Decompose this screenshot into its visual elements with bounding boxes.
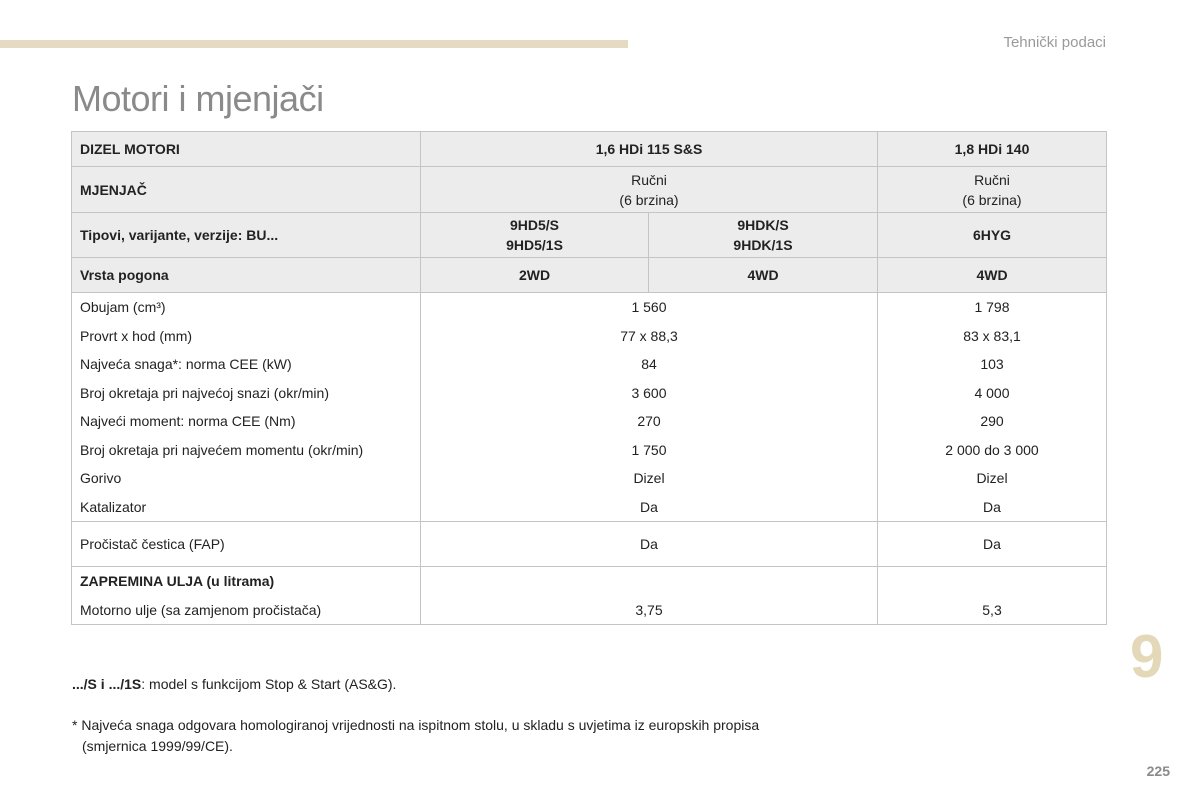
spec-value: 103 bbox=[980, 356, 1004, 372]
spec-value: 1 560 bbox=[631, 299, 667, 315]
spec-value: 77 x 88,3 bbox=[620, 327, 678, 344]
table-header-cell: 1,6 HDi 115 S&S bbox=[421, 132, 878, 167]
oil-labels-cell bbox=[72, 567, 421, 625]
table-cell: 6HYG bbox=[878, 213, 1107, 258]
spec-value: 4 000 bbox=[974, 384, 1010, 401]
table-row-label: Pročistač čestica (FAP) bbox=[72, 522, 421, 567]
page-title: Motori i mjenjači bbox=[72, 78, 324, 119]
cell-line: Ručni bbox=[631, 171, 667, 188]
cell-line: 9HD5/S bbox=[509, 217, 560, 233]
spec-values-b-cell bbox=[878, 293, 1107, 522]
table-header-cell: 1,8 HDi 140 bbox=[878, 132, 1107, 167]
table-cell bbox=[421, 167, 878, 213]
oil-value: 3,75 bbox=[635, 601, 663, 618]
spec-value: 270 bbox=[637, 413, 661, 429]
table-row-label: Tipovi, varijante, verzije: BU... bbox=[72, 213, 421, 258]
table-cell bbox=[421, 213, 649, 258]
spec-label: Katalizator bbox=[80, 498, 147, 515]
cell-line: 9HDK/1S bbox=[733, 237, 793, 253]
table-cell bbox=[649, 213, 878, 258]
spec-values-a-cell bbox=[421, 293, 878, 522]
oil-value: 5,3 bbox=[982, 601, 1002, 618]
cell-line: 9HD5/1S bbox=[506, 237, 563, 253]
oil-title: ZAPREMINA ULJA (u litrama) bbox=[80, 573, 275, 589]
chapter-number: 9 bbox=[1130, 623, 1164, 690]
spec-value: 83 x 83,1 bbox=[963, 327, 1021, 344]
spec-label: Najveća snaga*: norma CEE (kW) bbox=[80, 356, 292, 372]
oil-label: Motorno ulje (sa zamjenom pročistača) bbox=[80, 601, 322, 618]
spec-value: 2 000 do 3 000 bbox=[945, 441, 1039, 458]
spec-label: Obujam (cm³) bbox=[80, 299, 166, 315]
spec-labels-cell bbox=[72, 293, 421, 522]
table-row bbox=[72, 167, 1107, 213]
table-cell bbox=[878, 167, 1107, 213]
header-accent-bar bbox=[0, 40, 628, 48]
table-row bbox=[72, 213, 1107, 258]
section-header: Tehnički podaci bbox=[1003, 34, 1106, 51]
table-row-label: Vrsta pogona bbox=[72, 258, 421, 293]
table-row bbox=[72, 567, 1107, 625]
spec-value: Dizel bbox=[976, 470, 1008, 486]
spec-value: 1 750 bbox=[631, 441, 667, 458]
footnote-line: * Najveća snaga odgovara homologiranoj vrijednosti na ispitnom stolu, u skladu s uvjetima iz europskih propisa bbox=[72, 717, 760, 733]
table-cell: Da bbox=[878, 522, 1107, 567]
spec-value: Da bbox=[640, 498, 658, 515]
spec-value: Dizel bbox=[633, 470, 665, 486]
spec-value: Da bbox=[983, 498, 1001, 515]
oil-value-b-cell bbox=[878, 567, 1107, 625]
spec-value: 1 798 bbox=[974, 299, 1010, 315]
table-row-label: MJENJAČ bbox=[72, 167, 421, 213]
spec-value: 290 bbox=[980, 413, 1004, 429]
cell-line: (6 brzina) bbox=[962, 191, 1022, 208]
table-cell: 2WD bbox=[421, 258, 649, 293]
spec-label: Broj okretaja pri najvećem momentu (okr/min) bbox=[80, 441, 364, 458]
footnote-text: : model s funkcijom Stop & Start (AS&G). bbox=[141, 676, 397, 692]
table-cell: Da bbox=[421, 522, 878, 567]
table-row bbox=[72, 258, 1107, 293]
footnote-line: (smjernica 1999/99/CE). bbox=[82, 738, 233, 754]
oil-value-a-cell bbox=[421, 567, 878, 625]
page-number: 225 bbox=[1146, 763, 1170, 779]
spec-label: Broj okretaja pri najvećoj snazi (okr/min) bbox=[80, 384, 329, 401]
footnote-stop-start bbox=[72, 676, 396, 692]
cell-line: (6 brzina) bbox=[619, 191, 679, 208]
cell-line: Ručni bbox=[974, 171, 1010, 188]
table-cell: 4WD bbox=[878, 258, 1107, 293]
footnote-term: .../S i .../1S bbox=[72, 676, 142, 692]
spec-label: Gorivo bbox=[80, 470, 122, 486]
spec-value: 3 600 bbox=[631, 384, 667, 401]
table-row bbox=[72, 522, 1107, 567]
table-cell: 4WD bbox=[649, 258, 878, 293]
table-row bbox=[72, 293, 1107, 522]
table-row bbox=[72, 132, 1107, 167]
spec-label: Provrt x hod (mm) bbox=[80, 327, 193, 344]
spec-value: 84 bbox=[641, 356, 657, 372]
cell-line: 9HDK/S bbox=[737, 217, 789, 233]
footnote-power bbox=[72, 715, 759, 757]
engine-spec-table bbox=[71, 131, 1107, 625]
spec-label: Najveći moment: norma CEE (Nm) bbox=[80, 413, 296, 429]
table-header-cell: DIZEL MOTORI bbox=[72, 132, 421, 167]
